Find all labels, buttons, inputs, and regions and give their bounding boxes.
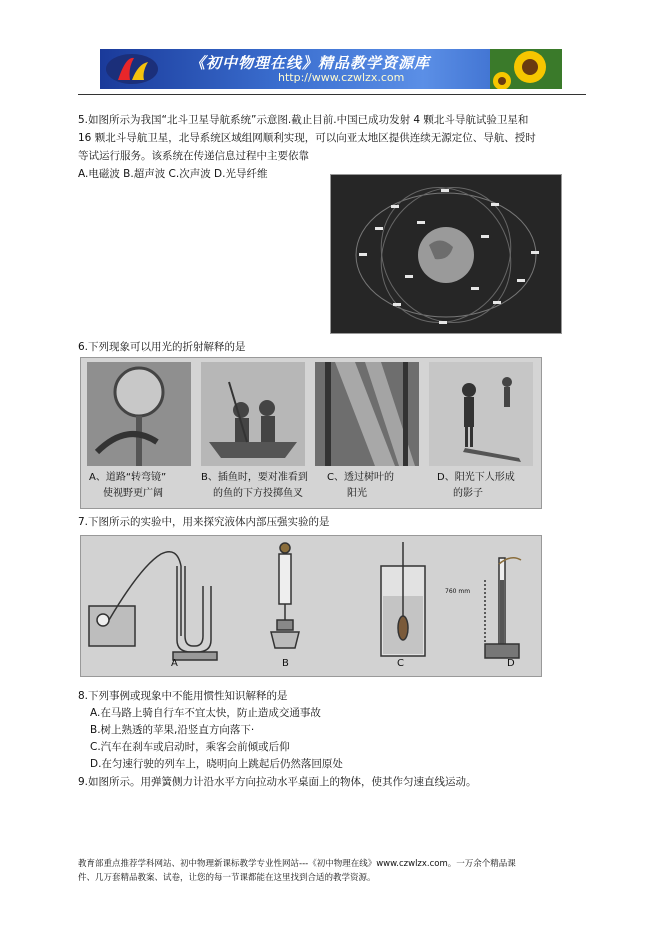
q5-line-3: 等试运行服务。该系统在传递信息过程中主要依靠: [78, 150, 309, 162]
footer-line-2: 件、几万套精品教案、试卷，让您的每一节课都能在这里找到合适的教学资源。: [78, 873, 376, 883]
q5-line-1: 5.如图所示为我国“北斗卫星导航系统”示意图.截止目前.中国已成功发射 4 颗北斗导航试验卫星和: [78, 114, 529, 126]
q6-option-b-line2: 的鱼的下方投掷鱼叉: [213, 488, 303, 499]
q5-line-2: 16 颗北斗导航卫星，北导系统区域组网顺利实现，可以向亚太地区提供连续无源定位、导航、授时: [78, 132, 536, 144]
q6-option-c-line2: 阳光: [347, 488, 367, 499]
sunflower-icon: [490, 49, 562, 89]
banner-url: http://www.czwlzx.com: [278, 71, 405, 84]
q6-stem: 6.下列现象可以用光的折射解释的是: [78, 341, 246, 353]
q8-option-d: D.在匀速行驶的列车上，晓明向上跳起后仍然落回原处: [90, 758, 343, 770]
q7-label-c: C: [397, 658, 404, 669]
header-divider: [78, 94, 586, 95]
q6-option-a-line1: A、道路“转弯镜”: [89, 472, 167, 483]
q7-stem: 7.下图所示的实验中，用来探究液体内部压强实验的是: [78, 516, 330, 528]
beidou-satellite-figure: [330, 174, 562, 334]
q8-stem: 8.下列事例或现象中不能用惯性知识解释的是: [78, 690, 288, 702]
q8-option-b: B.树上熟透的苹果,沿竖直方向落下·: [90, 724, 255, 736]
q8-option-a: A.在马路上骑自行车不宜太快，防止造成交通事故: [90, 707, 321, 719]
q6-option-c-line1: C、透过树叶的: [327, 472, 394, 483]
fishing-boat-photo-icon: [201, 362, 305, 466]
q7-label-b: B: [282, 658, 289, 669]
q5-options: A.电磁波 B.超声波 C.次声波 D.光导纤维: [78, 168, 268, 180]
q6-option-d-line1: D、阳光下人形成: [437, 472, 515, 483]
shadow-photo-icon: [429, 362, 533, 466]
banner-title: 《初中物理在线》精品教学资源库: [190, 54, 431, 72]
satellite-orbit-diagram: [331, 175, 561, 333]
q7-label-d: D: [507, 658, 515, 669]
q8-option-c: C.汽车在刹车或启动时，乘客会前倾或后仰: [90, 741, 290, 753]
q6-option-d-line2: 的影子: [453, 488, 483, 499]
site-logo-icon: [104, 52, 160, 86]
q7-d-measure-label: 760 mm: [445, 588, 471, 595]
q6-option-b-line1: B、插鱼时，要对准看到: [201, 472, 308, 483]
convex-mirror-photo-icon: [87, 362, 191, 466]
q9-stem: 9.如图所示。用弹簧侧力计沿水平方向拉动水平桌面上的物体，使其作匀速直线运动。: [78, 776, 477, 788]
q6-figure-strip: [80, 357, 542, 509]
footer-line-1: 教育部重点推荐学科网站、初中物理新课标教学专业性网站---《初中物理在线》www.czwlzx.com。一万余个精品课: [78, 859, 516, 869]
header-banner: [100, 49, 562, 89]
q7-figure-strip: [80, 535, 542, 677]
q7-label-a: A: [171, 658, 178, 669]
pressure-experiments-diagram: [81, 536, 541, 676]
sunlight-through-trees-photo-icon: [315, 362, 419, 466]
q6-option-a-line2: 使视野更广阔: [103, 488, 163, 499]
